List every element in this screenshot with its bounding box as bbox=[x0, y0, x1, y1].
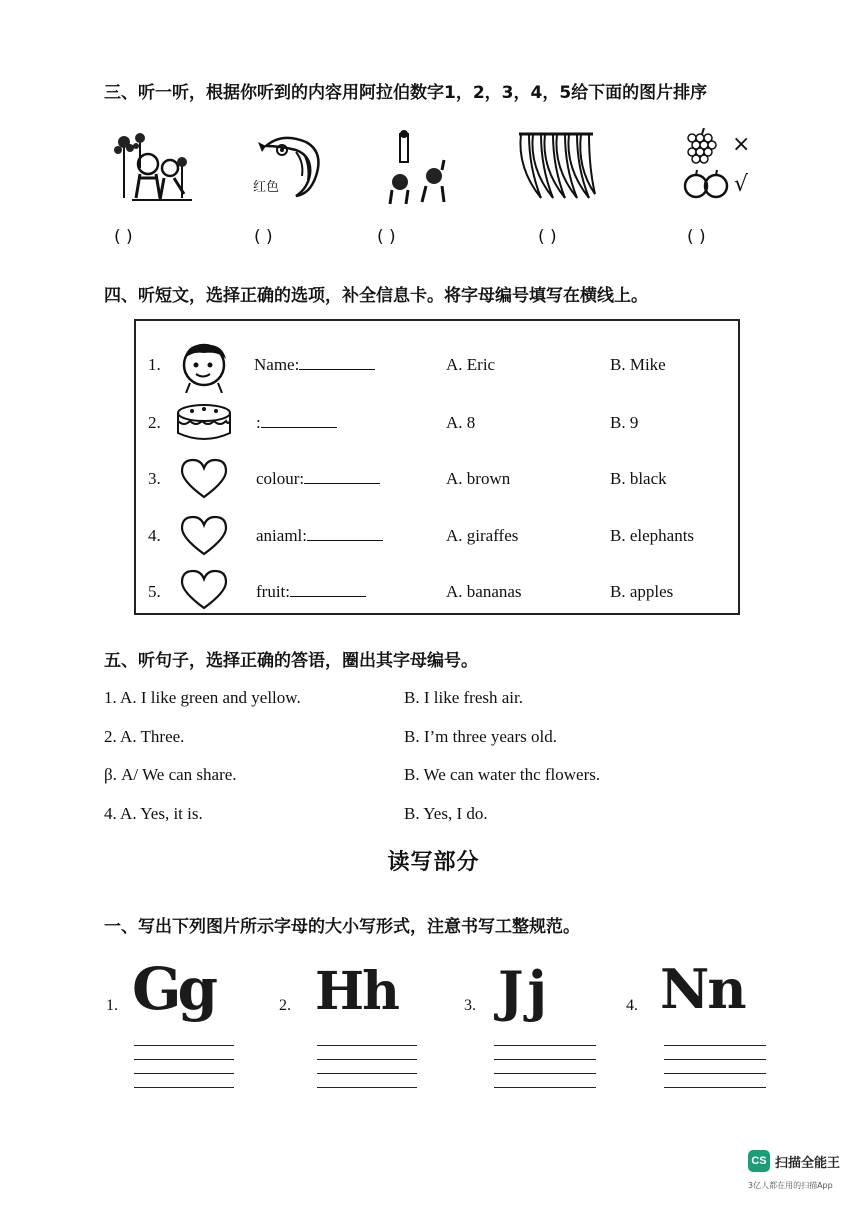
question-row bbox=[104, 688, 804, 712]
row-number: 1. bbox=[148, 355, 161, 374]
section5-heading: 五、听句子，选择正确的答语，圈出其字母编号。 bbox=[104, 651, 478, 671]
letter-art: Nn bbox=[660, 957, 745, 1021]
field-label-name: Name: bbox=[254, 355, 375, 375]
scanner-watermark bbox=[748, 1150, 866, 1220]
info-card-row bbox=[136, 399, 738, 451]
row-number: 5. bbox=[148, 582, 161, 601]
option-a: A. brown bbox=[446, 469, 511, 488]
field-label-fruit: fruit: bbox=[256, 582, 366, 602]
question-row bbox=[104, 804, 804, 828]
bananas-icon bbox=[515, 128, 597, 204]
cross-mark-icon: × bbox=[732, 132, 751, 157]
option-b[interactable]: B. I like fresh air. bbox=[404, 688, 523, 707]
answer-paren-5[interactable]: ( ) bbox=[687, 227, 706, 247]
watermark-tagline: 3亿人都在用的扫描App bbox=[748, 1181, 833, 1190]
field-label-animal: aniaml: bbox=[256, 526, 383, 546]
question-row bbox=[104, 765, 804, 789]
reading-writing-title: 读写部分 bbox=[387, 850, 480, 875]
answer-paren-4[interactable]: ( ) bbox=[538, 227, 557, 247]
row-number: 3. bbox=[148, 469, 161, 488]
answer-blank[interactable] bbox=[307, 526, 383, 541]
option-a[interactable]: 2. A. Three. bbox=[104, 727, 185, 746]
handwriting-lines[interactable] bbox=[664, 1045, 766, 1101]
letter-number: 1. bbox=[106, 997, 118, 1014]
heart-icon bbox=[178, 568, 230, 612]
option-a: A. 8 bbox=[446, 413, 476, 432]
field-label-colour: colour: bbox=[256, 469, 380, 489]
field-label-age: : bbox=[256, 413, 337, 433]
camscanner-logo-icon: CS bbox=[748, 1150, 770, 1172]
option-a: A. bananas bbox=[446, 582, 522, 601]
option-a[interactable]: 4. A. Yes, it is. bbox=[104, 804, 203, 823]
option-a: A. Eric bbox=[446, 355, 496, 374]
reading-heading: 一、写出下列图片所示字母的大小写形式，注意书写工整规范。 bbox=[104, 917, 580, 937]
handwriting-lines[interactable] bbox=[494, 1045, 596, 1101]
info-card-row bbox=[136, 455, 738, 507]
birthday-cake-icon bbox=[174, 399, 236, 451]
answer-blank[interactable] bbox=[290, 582, 366, 597]
answer-paren-3[interactable]: ( ) bbox=[377, 227, 396, 247]
handwriting-lines[interactable] bbox=[134, 1045, 234, 1101]
option-a[interactable]: β. A/ We can share. bbox=[104, 765, 237, 784]
option-b: B. 9 bbox=[610, 413, 639, 432]
letter-number: 3. bbox=[464, 997, 476, 1014]
heart-icon bbox=[178, 514, 230, 558]
info-card bbox=[134, 319, 740, 615]
answer-blank[interactable] bbox=[304, 469, 380, 484]
info-card-row bbox=[136, 568, 738, 620]
answer-paren-2[interactable]: ( ) bbox=[254, 227, 273, 247]
letter-number: 2. bbox=[279, 997, 291, 1014]
people-waving-icon bbox=[386, 130, 448, 206]
watermark-name: 扫描全能王 bbox=[775, 1156, 841, 1171]
option-b: B. elephants bbox=[610, 526, 695, 545]
answer-blank[interactable] bbox=[299, 355, 375, 370]
option-b[interactable]: B. Yes, I do. bbox=[404, 804, 488, 823]
option-a[interactable]: 1. A. I like green and yellow. bbox=[104, 688, 301, 707]
answer-blank[interactable] bbox=[261, 413, 337, 428]
option-b[interactable]: B. We can water thc flowers. bbox=[404, 765, 601, 784]
kids-planting-trees-icon bbox=[112, 128, 196, 204]
option-b: B. apples bbox=[610, 582, 674, 601]
option-b[interactable]: B. I’m three years old. bbox=[404, 727, 557, 746]
section4-heading: 四、听短文，选择正确的选项，补全信息卡。将字母编号填写在横线上。 bbox=[104, 286, 648, 306]
section3-heading: 三、听一听，根据你听到的内容用阿拉伯数字1，2，3，4，5给下面的图片排序 bbox=[104, 83, 708, 103]
option-b: B. black bbox=[610, 469, 667, 488]
handwriting-lines[interactable] bbox=[317, 1045, 417, 1101]
question-row bbox=[104, 727, 804, 751]
info-card-row bbox=[136, 341, 738, 393]
answer-paren-1[interactable]: ( ) bbox=[114, 227, 133, 247]
letter-number: 4. bbox=[626, 997, 638, 1014]
info-card-row bbox=[136, 512, 738, 564]
letter-art: Hh bbox=[315, 961, 398, 1022]
heart-icon bbox=[178, 457, 230, 501]
option-a: A. giraffes bbox=[446, 526, 519, 545]
check-mark-icon: √ bbox=[734, 172, 749, 197]
answer-parentheses-row bbox=[0, 227, 867, 249]
option-b: B. Mike bbox=[610, 355, 666, 374]
row-number: 2. bbox=[148, 413, 161, 432]
row-number: 4. bbox=[148, 526, 161, 545]
fish-color-label: 红色 bbox=[253, 180, 280, 195]
boy-face-icon bbox=[174, 341, 236, 393]
letter-art: Jj bbox=[498, 959, 552, 1023]
letter-art: Gg bbox=[132, 955, 215, 1023]
